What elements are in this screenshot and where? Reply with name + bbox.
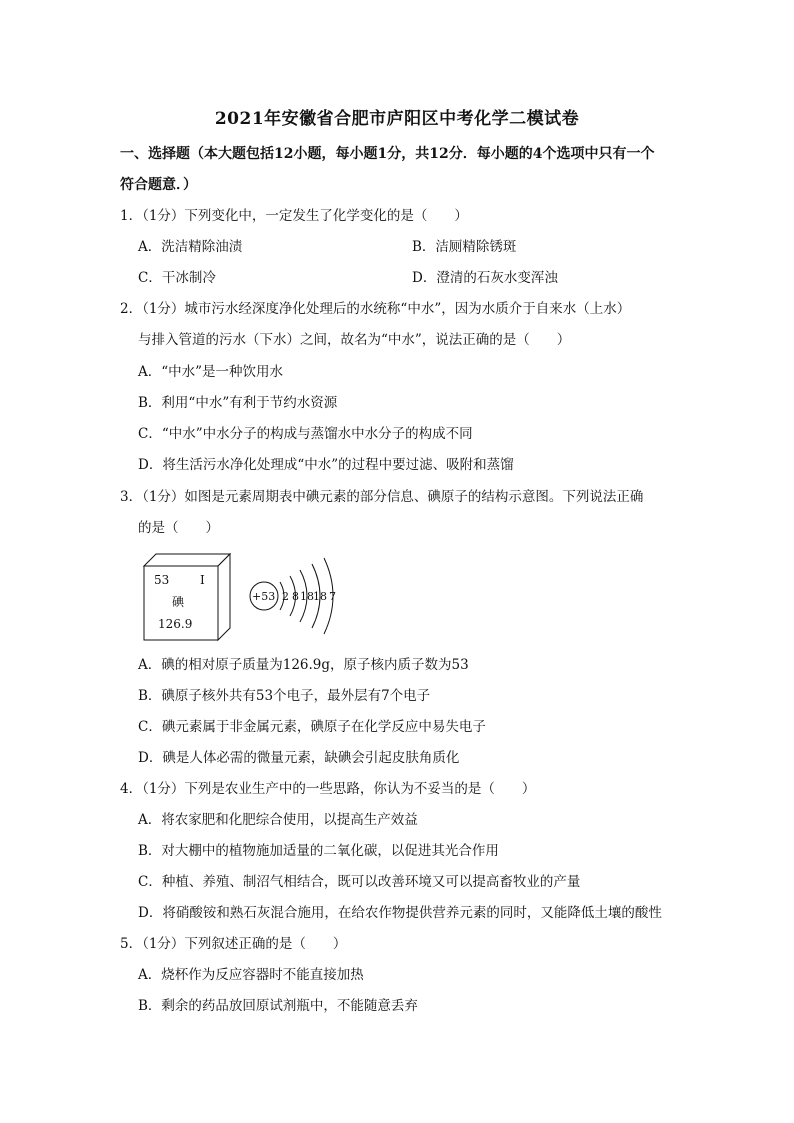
question-3-option-a: A．碘的相对原子质量为126.9g，原子核内质子数为53 xyxy=(138,657,469,673)
shell-electrons-4: 18 xyxy=(313,590,327,603)
element-symbol: I xyxy=(200,573,205,587)
question-1-stem: 1．（1分）下列变化中，一定发生了化学变化的是（ ） xyxy=(120,208,468,224)
question-1-option-a: A．洗洁精除油渍 xyxy=(138,239,243,255)
question-2-option-b: B．利用“中水”有利于节约水资源 xyxy=(138,395,338,411)
page-title: 2021年安徽省合肥市庐阳区中考化学二模试卷 xyxy=(214,109,580,129)
shell-electrons-1: 2 xyxy=(282,590,289,603)
question-4-option-b: B．对大棚中的植物施加适量的二氧化碳，以促进其光合作用 xyxy=(138,843,499,859)
question-5-option-b: B．剩余的药品放回原试剂瓶中，不能随意丢弃 xyxy=(138,998,418,1014)
question-2-option-a: A．“中水”是一种饮用水 xyxy=(138,364,284,380)
question-4-option-d: D．将硝酸铵和熟石灰混合施用，在给农作物提供营养元素的同时，又能降低土壤的酸性 xyxy=(138,905,662,921)
question-4-option-c: C．种植、养殖、制沼气相结合，既可以改善环境又可以提高畜牧业的产量 xyxy=(138,874,581,890)
question-2-stem-cont: 与排入管道的污水（下水）之间，故名为“中水”，说法正确的是（ ） xyxy=(138,332,571,348)
shell-electrons-2: 8 xyxy=(292,590,299,603)
question-5-option-a: A．烧杯作为反应容器时不能直接加热 xyxy=(138,967,364,983)
question-2-option-c: C．“中水”中水分子的构成与蒸馏水中水分子的构成不同 xyxy=(138,426,473,442)
shell-electrons-5: 7 xyxy=(329,590,336,603)
question-3-stem: 3．（1分）如图是元素周期表中碘元素的部分信息、碘原子的结构示意图。下列说法正确 xyxy=(120,489,644,505)
atomic-number: 53 xyxy=(154,573,170,587)
section-heading-line2: 符合题意．） xyxy=(120,177,197,193)
question-4-stem: 4．（1分）下列是农业生产中的一些思路，你认为不妥当的是（ ） xyxy=(120,781,536,797)
shell-electrons-3: 18 xyxy=(300,590,314,603)
element-name: 碘 xyxy=(172,595,185,609)
question-2-stem: 2．（1分）城市污水经深度净化处理后的水统称“中水”，因为水质介于自来水（上水） xyxy=(120,301,631,317)
question-2-option-d: D．将生活污水净化处理成“中水”的过程中要过滤、吸附和蒸馏 xyxy=(138,457,514,473)
question-3-option-b: B．碘原子核外共有53个电子，最外层有7个电子 xyxy=(138,688,431,704)
periodic-cell xyxy=(144,554,230,640)
question-5-stem: 5．（1分）下列叙述正确的是（ ） xyxy=(120,936,347,952)
question-3-option-d: D．碘是人体必需的微量元素，缺碘会引起皮肤角质化 xyxy=(138,750,460,766)
question-3-stem-cont: 的是（ ） xyxy=(138,520,219,536)
question-1-option-b: B．洁厕精除锈斑 xyxy=(412,239,517,255)
question-3-option-c: C．碘元素属于非金属元素，碘原子在化学反应中易失电子 xyxy=(138,719,486,735)
question-1-option-d: D．澄清的石灰水变浑浊 xyxy=(412,270,558,286)
section-heading xyxy=(120,139,680,201)
section-heading-line1: 一、选择题（本大题包括12小题，每小题1分，共12分．每小题的4个选项中只有一个 xyxy=(120,146,655,162)
atomic-mass: 126.9 xyxy=(158,617,193,631)
question-1-option-c: C．干冰制冷 xyxy=(138,270,216,286)
iodine-figure xyxy=(140,552,350,642)
question-4-option-a: A．将农家肥和化肥综合使用，以提高生产效益 xyxy=(138,812,418,828)
atom-structure xyxy=(250,558,336,634)
nucleus-charge: +53 xyxy=(252,590,276,603)
